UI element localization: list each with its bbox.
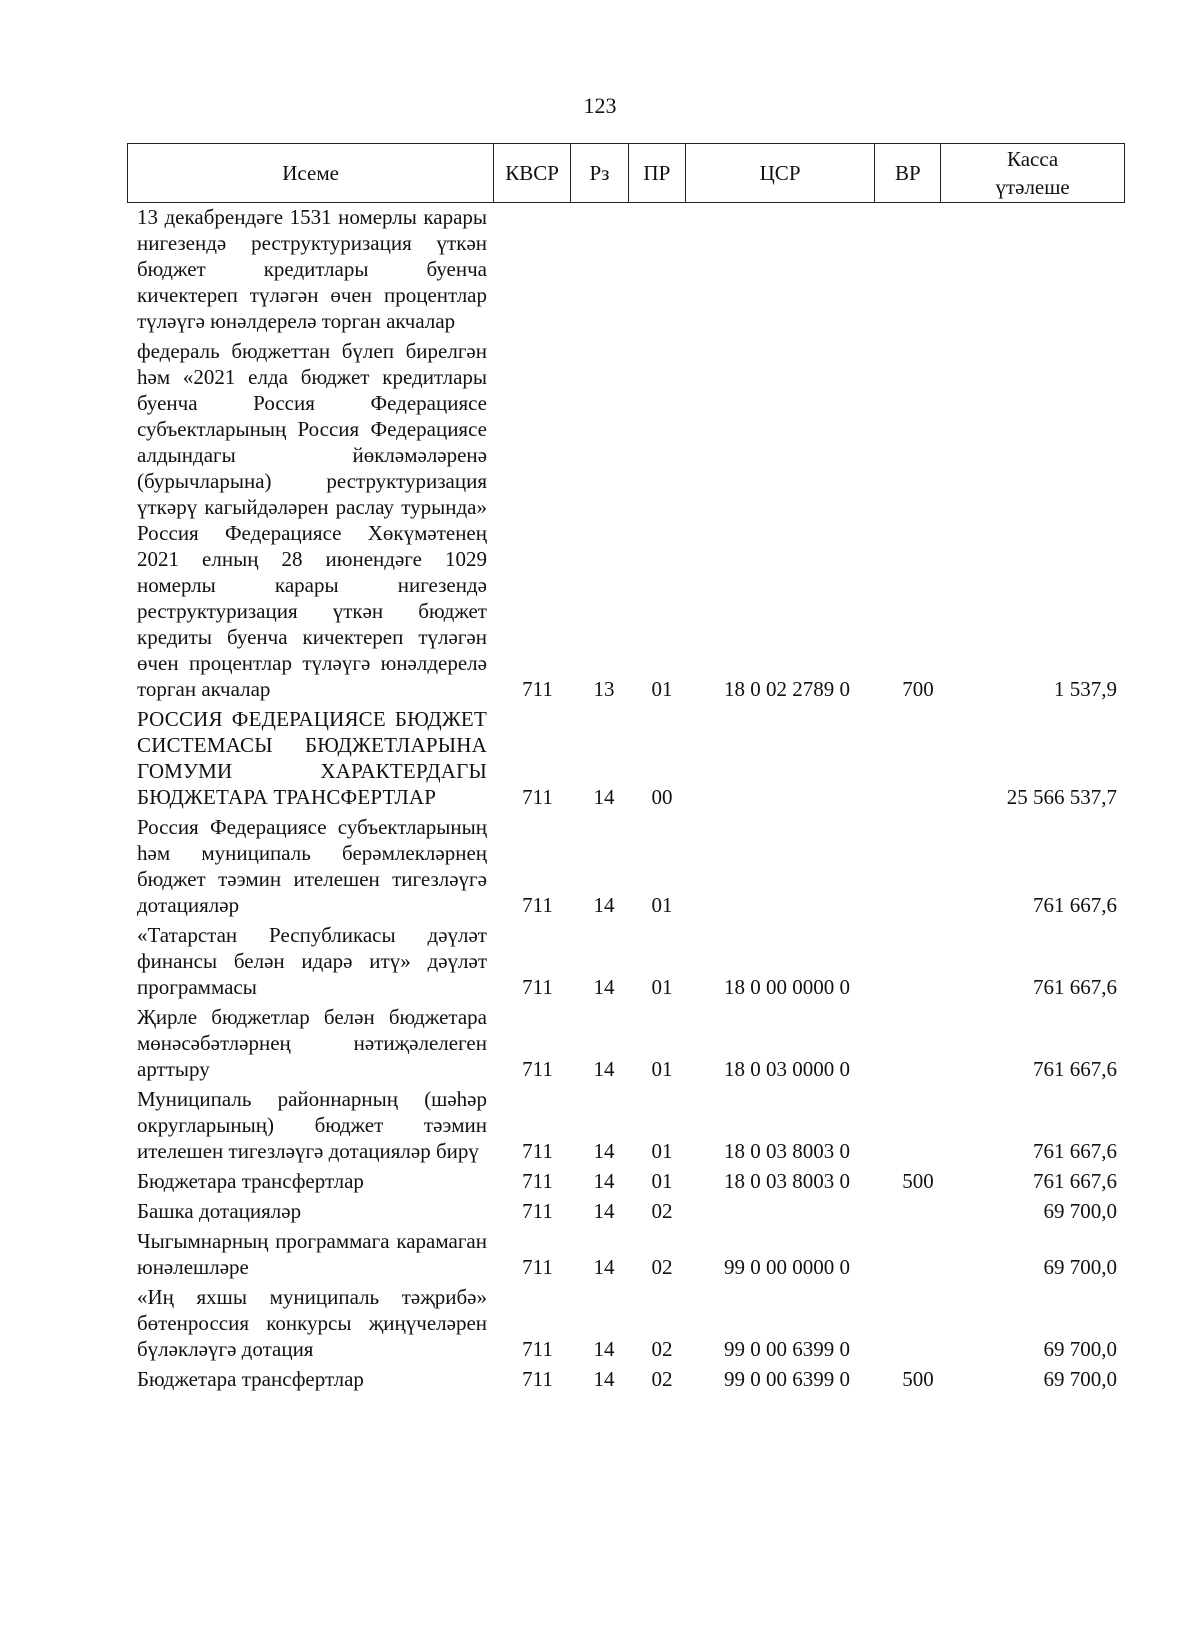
row-name: Бюджетара трансфертлар (137, 1367, 364, 1391)
row-kassa: 761 667,6 (1033, 1057, 1117, 1081)
header-name: Исеме (128, 144, 494, 202)
row-name: Бюджетара трансфертлар (137, 1169, 364, 1193)
row-pr: 00 (651, 785, 673, 809)
row-pr: 01 (651, 893, 673, 917)
row-csr: 18 0 03 8003 0 (724, 1139, 850, 1163)
row-pr: 01 (651, 1057, 673, 1081)
table-row (0, 1284, 1200, 1362)
row-kvsr: 711 (522, 893, 553, 917)
row-kassa: 761 667,6 (1033, 1139, 1117, 1163)
row-kassa: 761 667,6 (1033, 893, 1117, 917)
row-kvsr: 711 (522, 1337, 553, 1361)
row-kassa: 69 700,0 (1043, 1367, 1117, 1391)
row-name: федераль бюджеттан бүлеп бирелгән һәм «2021 елда бюджет кредитлары буенча Россия Федерациясе субъектларының Россия Федерациясе алдындагы йөкләмәләренә (бурычларына) реструктуризация үткәрү кагыйдәләрен раслау турында» Россия Федерациясе Хөкүмәтенең 2021 елның 28 июнендәге 1029 номерлы карары нигезендә реструктуризация үткән бюджет кредиты буенча кичектереп түләгән өчен процентлар түләүгә юнәлдерелә торган акчалар (137, 339, 487, 701)
row-rz: 14 (593, 1139, 615, 1163)
row-kvsr: 711 (522, 1139, 553, 1163)
table-row (0, 1168, 1200, 1194)
header-csr: ЦСР (686, 144, 876, 202)
row-name: 13 декабрендәге 1531 номерлы карары нигезендә реструктуризация үткән бюджет кредитлары буенча кичектереп түләгән өчен процентлар түләүгә юнәлдерелә торган акчалар (137, 205, 487, 333)
row-pr: 01 (651, 975, 673, 999)
row-rz: 14 (593, 975, 615, 999)
row-kvsr: 711 (522, 1255, 553, 1279)
table-row (0, 1004, 1200, 1082)
row-rz: 14 (593, 893, 615, 917)
row-kvsr: 711 (522, 677, 553, 701)
row-kvsr: 711 (522, 1367, 553, 1391)
header-pr: ПР (629, 144, 686, 202)
row-kassa: 69 700,0 (1043, 1255, 1117, 1279)
row-csr: 18 0 00 0000 0 (724, 975, 850, 999)
row-kassa: 1 537,9 (1054, 677, 1117, 701)
row-kassa: 69 700,0 (1043, 1337, 1117, 1361)
row-kassa: 761 667,6 (1033, 1169, 1117, 1193)
row-csr: 99 0 00 6399 0 (724, 1337, 850, 1361)
row-kvsr: 711 (522, 1199, 553, 1223)
row-csr: 18 0 03 0000 0 (724, 1057, 850, 1081)
table-row (0, 1198, 1200, 1224)
row-vr: 500 (902, 1169, 934, 1193)
row-rz: 14 (593, 1255, 615, 1279)
row-rz: 14 (593, 1337, 615, 1361)
row-pr: 02 (651, 1255, 673, 1279)
row-csr: 18 0 03 8003 0 (724, 1169, 850, 1193)
row-name: Россия Федерациясе субъектларының һәм муниципаль берәмлекләрнең бюджет тәэмин ителешен тигезләүгә дотацияләр (137, 815, 487, 917)
row-kassa: 761 667,6 (1033, 975, 1117, 999)
row-kvsr: 711 (522, 1169, 553, 1193)
row-name: «Иң яхшы муниципаль тәҗрибә» бөтенроссия конкурсы җиңүчеләрен бүләкләүгә дотация (137, 1285, 487, 1361)
table-row (0, 814, 1200, 918)
row-name: РОССИЯ ФЕДЕРАЦИЯСЕ БЮДЖЕТ СИСТЕМАСЫ БЮДЖЕТЛАРЫНА ГОМУМИ ХАРАКТЕРДАГЫ БЮДЖЕТАРА ТРАНСФЕРТЛАР (137, 707, 487, 809)
row-kassa: 69 700,0 (1043, 1199, 1117, 1223)
row-kvsr: 711 (522, 1057, 553, 1081)
header-rz: Рз (571, 144, 629, 202)
row-name: Башка дотацияләр (137, 1199, 302, 1223)
row-pr: 01 (651, 1139, 673, 1163)
row-csr: 99 0 00 6399 0 (724, 1367, 850, 1391)
row-name: Җирле бюджетлар белән бюджетара мөнәсәбәтләрнең нәтиҗәлелеген арттыру (137, 1005, 487, 1081)
row-pr: 02 (651, 1337, 673, 1361)
table-row (0, 1086, 1200, 1164)
header-kvsr: КВСР (494, 144, 571, 202)
row-csr: 18 0 02 2789 0 (724, 677, 850, 701)
row-rz: 13 (593, 677, 615, 701)
header-vr: ВР (875, 144, 941, 202)
table-row (0, 922, 1200, 1000)
table-header (127, 143, 1125, 203)
table-row (0, 338, 1200, 702)
row-rz: 14 (593, 1169, 615, 1193)
row-vr: 500 (902, 1367, 934, 1391)
row-rz: 14 (593, 1199, 615, 1223)
row-name: Муниципаль районнарның (шәһәр округларының) бюджет тәэмин ителешен тигезләүгә дотацияләр бирү (137, 1087, 487, 1163)
table-row (0, 1228, 1200, 1280)
table-body (0, 204, 1200, 1396)
row-kvsr: 711 (522, 975, 553, 999)
header-kassa: Касса үтәлеше (995, 147, 1070, 199)
row-csr: 99 0 00 0000 0 (724, 1255, 850, 1279)
row-rz: 14 (593, 785, 615, 809)
page-number: 123 (583, 93, 617, 118)
row-rz: 14 (593, 1367, 615, 1391)
row-pr: 02 (651, 1199, 673, 1223)
row-name: «Татарстан Республикасы дәүләт финансы белән идарә итү» дәүләт программасы (137, 923, 487, 999)
row-kassa: 25 566 537,7 (1006, 785, 1117, 809)
row-pr: 02 (651, 1367, 673, 1391)
table-row (0, 706, 1200, 810)
row-pr: 01 (651, 677, 673, 701)
table-row (0, 1366, 1200, 1392)
row-pr: 01 (651, 1169, 673, 1193)
table-row (0, 204, 1200, 334)
row-vr: 700 (902, 677, 934, 701)
row-name: Чыгымнарның программага карамаган юнәлешләре (137, 1229, 487, 1279)
row-kvsr: 711 (522, 785, 553, 809)
row-rz: 14 (593, 1057, 615, 1081)
